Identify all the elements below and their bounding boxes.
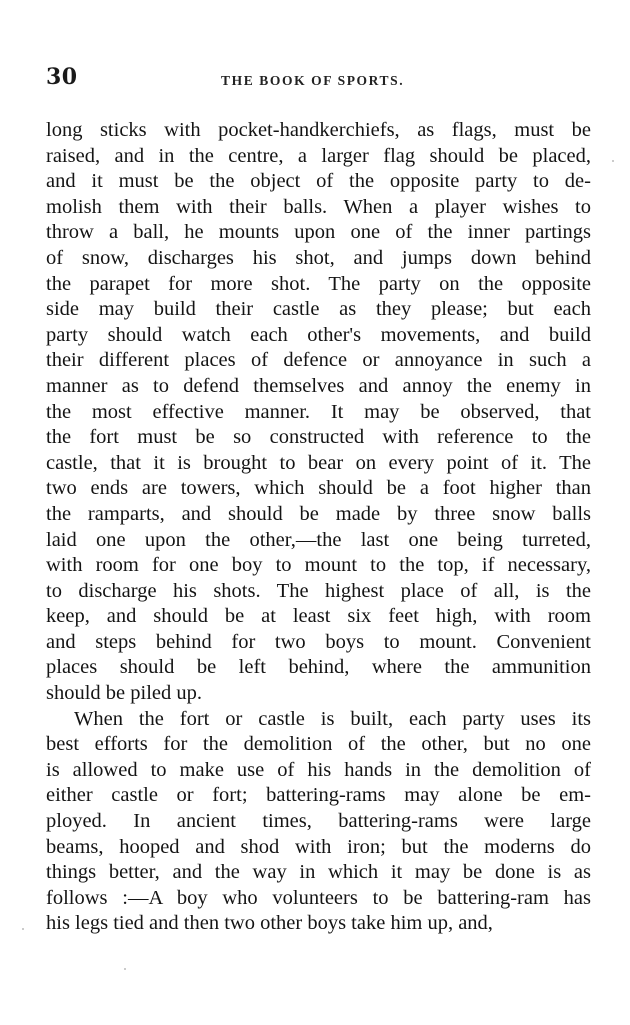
text-line: follows :—A boy who volunteers to be battering-ram has [46,886,591,909]
text-line: When the fort or castle is built, each party uses its [74,707,591,730]
text-line: keep, and should be at least six feet high, with room [46,605,591,628]
text-line: with room for one boy to mount to the top, if necessary, [46,554,591,577]
text-line: molish them with their balls. When a player wishes to [46,195,591,218]
text-line: their different places of defence or annoyance in such a [46,349,591,372]
text-line: of snow, discharges his shot, and jumps down behind [46,246,591,269]
running-title: THE BOOK OF SPORTS. [221,73,405,88]
text-line: laid one upon the other,—the last one being turreted, [46,528,591,551]
text-line: the most effective manner. It may be observed, that [46,400,591,423]
text-line: raised, and in the centre, a larger flag should be placed, [46,144,591,167]
body-text [46,118,591,937]
text-line: side may build their castle as they please; but each [46,298,591,321]
text-line: best efforts for the demolition of the other, but no one [46,733,591,756]
text-line: castle, that it is brought to bear on every point of it. The [46,451,591,474]
text-line: either castle or fort; battering-rams may alone be em- [46,784,591,807]
text-line: throw a ball, he mounts upon one of the inner partings [46,221,591,244]
text-line: his legs tied and then two other boys take him up, and, [46,912,493,935]
text-line: to discharge his shots. The highest place of all, is the [46,579,591,602]
text-line: party should watch each other's movements, and build [46,323,591,346]
text-line: places should be left behind, where the ammunition [46,656,591,679]
paper-speck [124,968,126,970]
text-line: and steps behind for two boys to mount. Convenient [46,630,591,653]
text-line: things better, and the way in which it may be done is as [46,861,591,884]
paragraph [46,707,591,937]
page-header [46,64,596,96]
text-line: should be piled up. [46,682,203,705]
page-number: 30 [46,64,78,90]
paper-speck [612,160,614,162]
text-line: the ramparts, and should be made by three snow balls [46,502,591,525]
text-line: beams, hooped and shod with iron; but the moderns do [46,835,591,858]
text-line: the parapet for more shot. The party on the opposite [46,272,591,295]
text-line: and it must be the object of the opposite party to de- [46,170,591,193]
text-line: the fort must be so constructed with reference to the [46,426,591,449]
text-line: ployed. In ancient times, battering-rams were large [46,810,591,833]
paper-speck [22,928,24,930]
text-line: is allowed to make use of his hands in the demolition of [46,758,591,781]
text-line: long sticks with pocket-handkerchiefs, as flags, must be [46,119,591,141]
text-line: two ends are towers, which should be a foot higher than [46,477,591,500]
paragraph [46,118,591,707]
text-line: manner as to defend themselves and annoy the enemy in [46,374,591,397]
